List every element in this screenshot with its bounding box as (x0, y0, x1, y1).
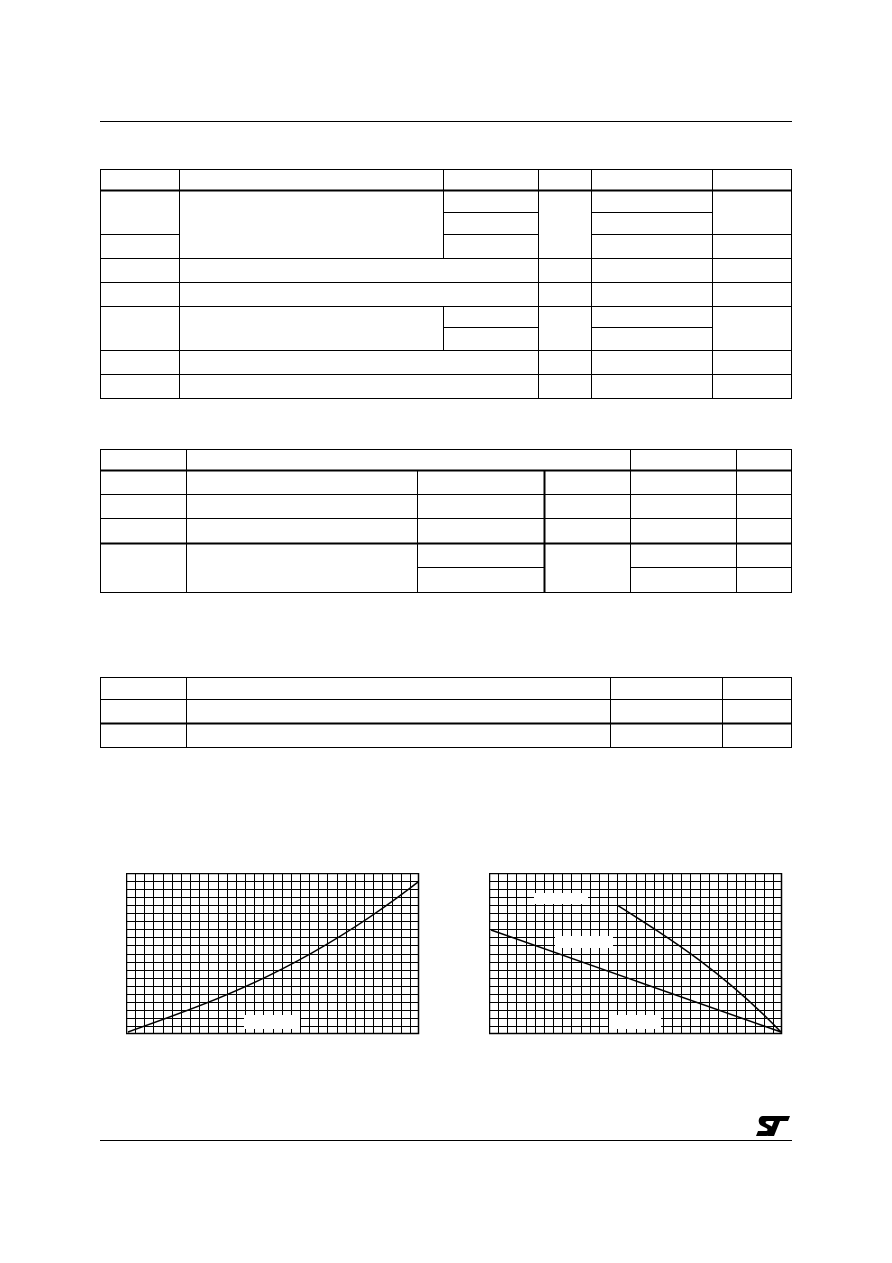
figure-2-gridlines (489, 873, 782, 1034)
figure-1-legend-box (244, 1015, 300, 1029)
figure-2-plot (489, 873, 783, 1035)
figure-2-legend-box-3 (609, 1015, 661, 1029)
st-logo-icon (754, 1114, 792, 1143)
figure-1 (126, 873, 420, 1040)
figure-1-gridlines (126, 873, 419, 1034)
header-rule (100, 121, 792, 122)
table-1 (100, 169, 793, 400)
footer-rule (100, 1140, 792, 1141)
table-1-grid (100, 169, 793, 400)
table-3 (100, 677, 793, 749)
table-3-grid (100, 677, 793, 749)
figure-2-legend-box-2 (555, 936, 613, 948)
figure-2 (489, 873, 783, 1040)
figure-2-legend-box-1 (534, 893, 588, 904)
table-2-grid (100, 449, 793, 594)
figure-1-plot (126, 873, 420, 1035)
table-2 (100, 449, 793, 594)
figure-2-curve-upper (617, 905, 781, 1032)
